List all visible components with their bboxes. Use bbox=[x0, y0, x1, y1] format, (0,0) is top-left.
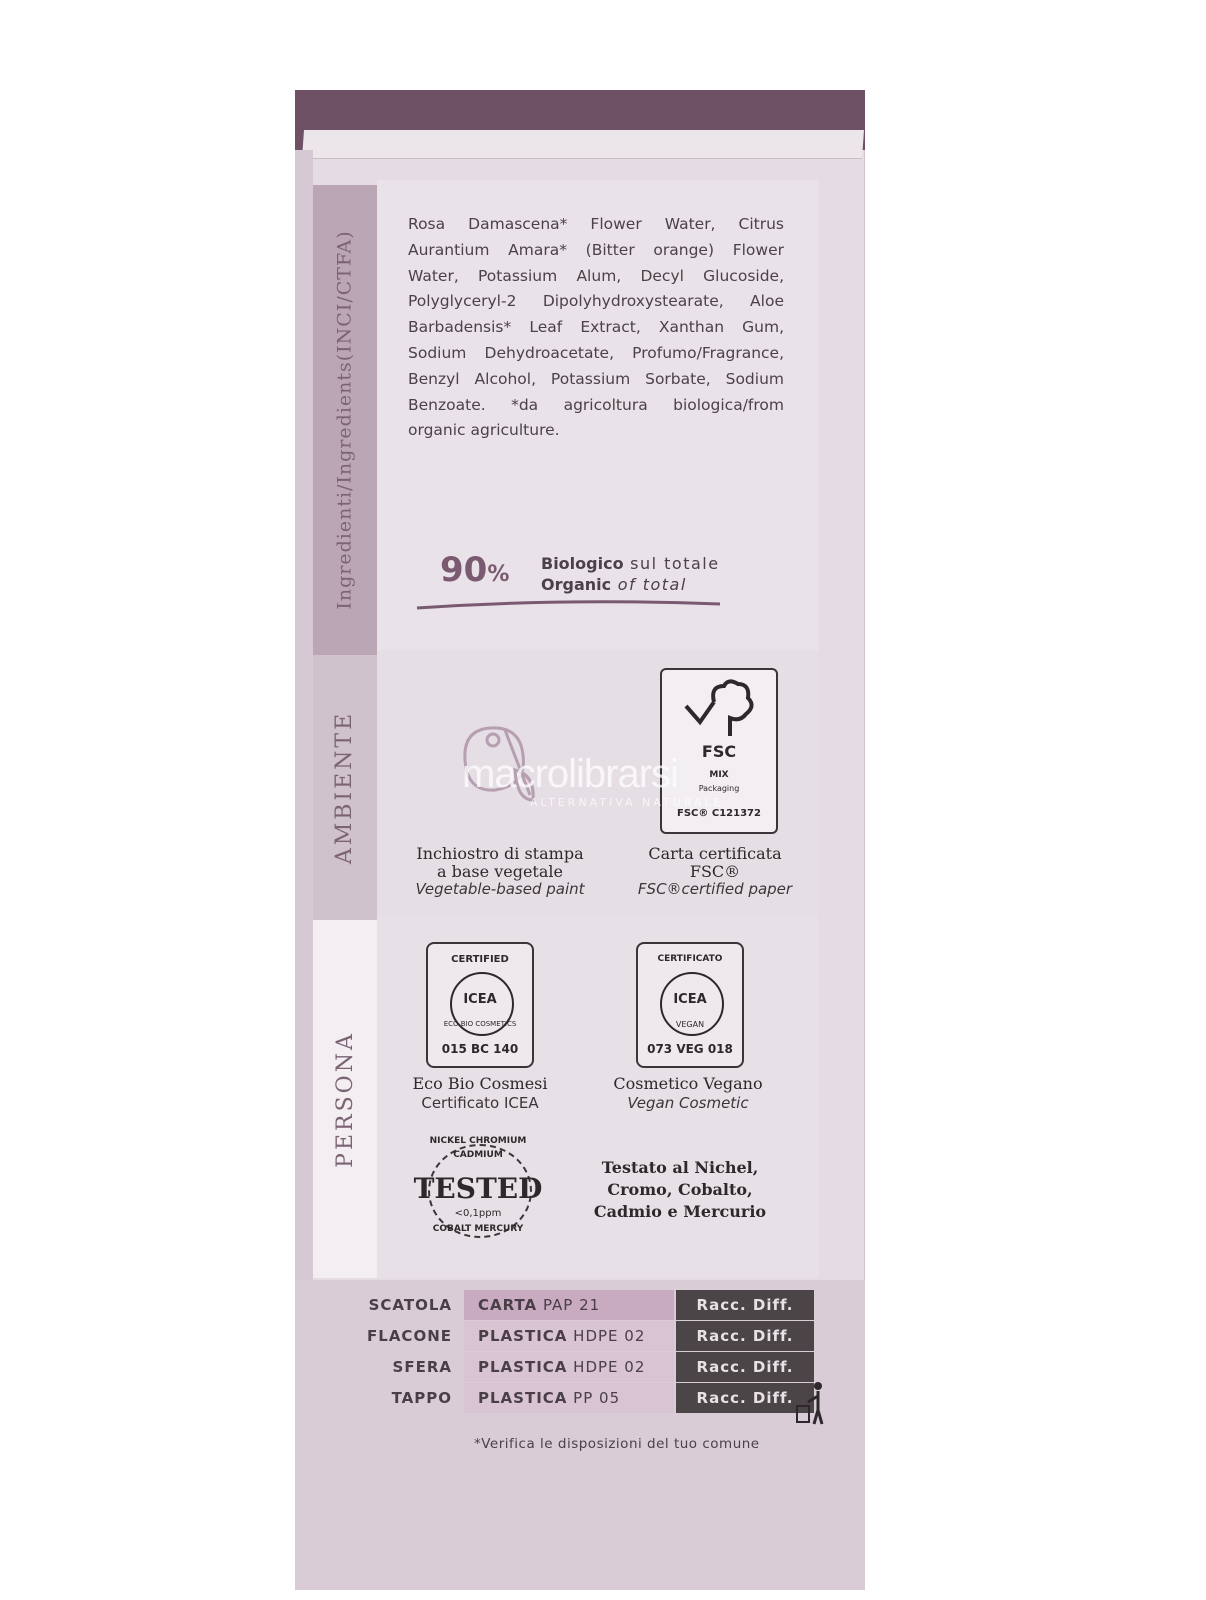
recycling-material bbox=[464, 1352, 674, 1382]
organic-english bbox=[541, 575, 687, 594]
watermark-text: macrolibrarsi bbox=[462, 752, 678, 796]
fsc-logo-text: FSC bbox=[701, 742, 737, 761]
recycling-footnote: *Verifica le disposizioni del tuo comune bbox=[474, 1436, 760, 1452]
tested-top-text: NICKEL CHROMIUM bbox=[429, 1136, 527, 1146]
watermark-subtext: ALTERNATIVA NATURALE bbox=[530, 796, 724, 809]
fsc-caption-en: FSC®certified paper bbox=[637, 880, 793, 898]
recycling-disposal: Racc. Diff. bbox=[676, 1383, 814, 1413]
fsc-code: FSC® C121372 bbox=[677, 808, 761, 819]
badge1-top-text: CERTIFIED bbox=[451, 954, 509, 965]
organic-it-rest: sul totale bbox=[623, 554, 720, 573]
icea-vegan-badge bbox=[636, 942, 744, 1068]
recycling-part: SCATOLA bbox=[368, 1296, 452, 1314]
recycling-material bbox=[464, 1383, 674, 1413]
recycling-material bbox=[464, 1321, 674, 1351]
recycling-material bbox=[464, 1290, 674, 1320]
tested-bottom-text: COBALT MERCURY bbox=[432, 1224, 524, 1234]
badge2-center-text: ICEA bbox=[673, 992, 707, 1007]
ink-caption-2: a base vegetale bbox=[437, 862, 563, 881]
tested-center-text: TESTED bbox=[413, 1172, 543, 1205]
ingredients-tab bbox=[313, 185, 377, 655]
recycling-material-code: HDPE 02 bbox=[567, 1358, 646, 1376]
tested-line-2: Cromo, Cobalto, bbox=[607, 1180, 753, 1199]
recycling-material-name: PLASTICA bbox=[478, 1358, 568, 1376]
ambiente-tab-label: AMBIENTE bbox=[332, 710, 358, 865]
ink-caption-1: Inchiostro di stampa bbox=[416, 844, 584, 863]
recycling-disposal: Racc. Diff. bbox=[676, 1321, 814, 1351]
recycling-material-name: PLASTICA bbox=[478, 1327, 568, 1345]
badge1-caption: Eco Bio Cosmesi bbox=[412, 1074, 548, 1093]
recycling-disposal: Racc. Diff. bbox=[676, 1290, 814, 1320]
box-fold bbox=[302, 130, 864, 159]
organic-unit: % bbox=[487, 562, 510, 587]
organic-percentage bbox=[440, 550, 509, 590]
fsc-logo bbox=[660, 668, 778, 834]
badge2-top-text: CERTIFICATO bbox=[657, 954, 723, 964]
underline-swoosh bbox=[415, 596, 725, 614]
ingredients-text: Rosa Damascena* Flower Water, Citrus Aurantium Amara* (Bitter orange) Flower Water, Potassium Alum, Decyl Glucoside, Polyglyceryl-2 Dipolyhydroxystearate, Aloe Barbadensis* Leaf Extract, Xanthan Gum, Sodium Dehydroacetate, Profumo/Fragrance, Benzyl Alcohol, Potassium Sorbate, Sodium Benzoate. *da agricoltura biologica/from organic agriculture. bbox=[408, 215, 784, 440]
fsc-mix: MIX bbox=[709, 770, 729, 780]
metals-tested-seal bbox=[404, 1136, 552, 1244]
badge1-arc-text: ECO BIO COSMETICS bbox=[443, 1020, 517, 1028]
tested-ppm-text: <0,1ppm bbox=[454, 1208, 502, 1219]
organic-en-bold: Organic bbox=[541, 575, 612, 594]
recycling-part: SFERA bbox=[392, 1358, 452, 1376]
persona-tab-label: PERSONA bbox=[332, 1030, 358, 1168]
badge2-caption: Cosmetico Vegano bbox=[613, 1074, 763, 1093]
recycling-material-code: PAP 21 bbox=[537, 1296, 601, 1314]
tested-line-3: Cadmio e Mercurio bbox=[593, 1202, 767, 1221]
recycling-material-name: PLASTICA bbox=[478, 1389, 568, 1407]
recycling-part: TAPPO bbox=[391, 1389, 452, 1407]
badge2-code: 073 VEG 018 bbox=[647, 1042, 733, 1056]
badge1-code: 015 BC 140 bbox=[441, 1042, 519, 1056]
tested-line-1: Testato al Nichel, bbox=[601, 1158, 759, 1177]
organic-en-rest: of total bbox=[611, 575, 687, 594]
ingredients-tab-label: Ingredienti/Ingredients(INCI/CTFA) bbox=[334, 230, 357, 610]
fsc-packaging: Packaging bbox=[698, 784, 740, 793]
recycling-material-code: PP 05 bbox=[567, 1389, 621, 1407]
organic-it-bold: Biologico bbox=[541, 554, 624, 573]
ambiente-tab bbox=[313, 655, 377, 920]
recycling-disposal: Racc. Diff. bbox=[676, 1352, 814, 1382]
fsc-caption-2: FSC® bbox=[689, 862, 741, 881]
fsc-caption-1: Carta certificata bbox=[648, 844, 782, 863]
tested-mid-text: CADMIUM bbox=[453, 1150, 503, 1160]
badge2-caption-sub: Vegan Cosmetic bbox=[627, 1094, 749, 1112]
badge2-arc-text: VEGAN bbox=[675, 1020, 705, 1029]
recycling-material-name: CARTA bbox=[478, 1296, 538, 1314]
organic-number: 90 bbox=[440, 550, 488, 590]
organic-italian bbox=[541, 554, 720, 573]
trash-bin-person-icon bbox=[794, 1380, 830, 1426]
fsc-tree-icon bbox=[680, 676, 760, 746]
persona-tab bbox=[313, 920, 377, 1278]
recycling-part: FLACONE bbox=[367, 1327, 452, 1345]
icea-eco-bio-badge bbox=[426, 942, 534, 1068]
recycling-material-code: HDPE 02 bbox=[567, 1327, 646, 1345]
badge1-caption-sub: Certificato ICEA bbox=[421, 1094, 539, 1112]
badge1-center-text: ICEA bbox=[463, 992, 497, 1007]
ink-caption-en: Vegetable-based paint bbox=[415, 880, 585, 898]
